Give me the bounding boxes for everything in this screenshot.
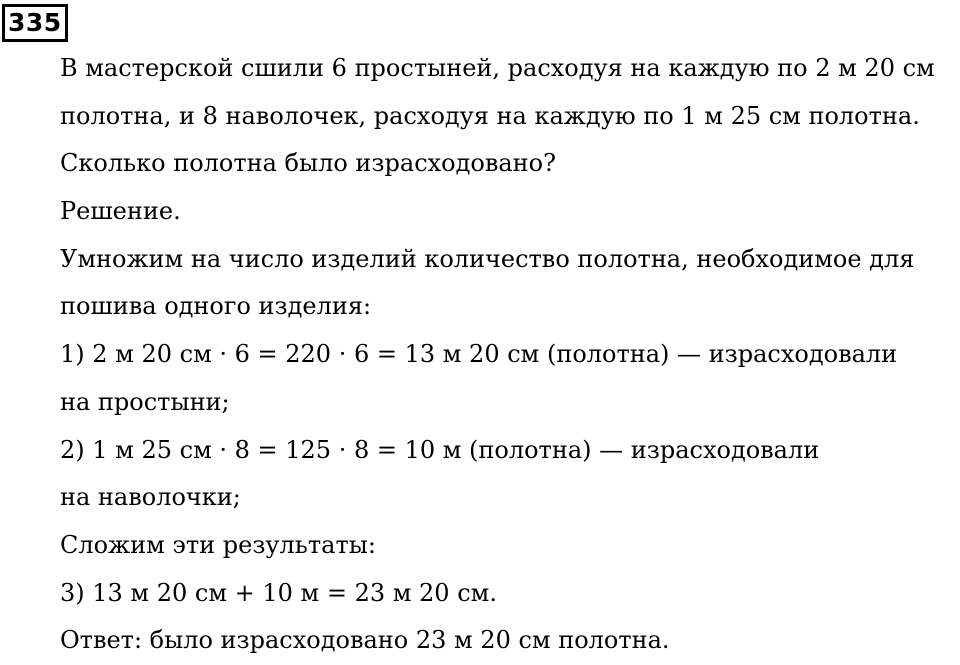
- solution-heading: Решение.: [60, 197, 181, 226]
- step-1-line-2: на простыни;: [60, 387, 230, 416]
- problem-question: Сколько полотна было израсходовано?: [60, 149, 556, 178]
- problem-line-1: В мастерской сшили 6 простыней, расходуя на каждую по 2 м 20 см: [60, 54, 935, 82]
- solution-intro-line-1: Умножим на число изделий количество полотна, необходимое для: [60, 244, 915, 273]
- answer-line: Ответ: было израсходовано 23 м 20 см полотна.: [60, 626, 670, 655]
- step-2-line-2: на наволочки;: [60, 483, 241, 512]
- step-3-intro: Сложим эти результаты:: [60, 530, 376, 559]
- problem-line-2: полотна, и 8 наволочек, расходуя на каждую по 1 м 25 см полотна.: [60, 101, 920, 130]
- task-text: [60, 45, 960, 665]
- step-3: 3) 13 м 20 см + 10 м = 23 м 20 см.: [60, 578, 497, 607]
- step-2-line-1: 2) 1 м 25 см · 8 = 125 · 8 = 10 м (полотна) — израсходовали: [60, 435, 820, 464]
- step-1-line-1: 1) 2 м 20 см · 6 = 220 · 6 = 13 м 20 см (полотна) — израсходовали: [60, 340, 898, 369]
- task-number-badge: 335: [2, 4, 68, 42]
- solution-intro-line-2: пошива одного изделия:: [60, 292, 372, 321]
